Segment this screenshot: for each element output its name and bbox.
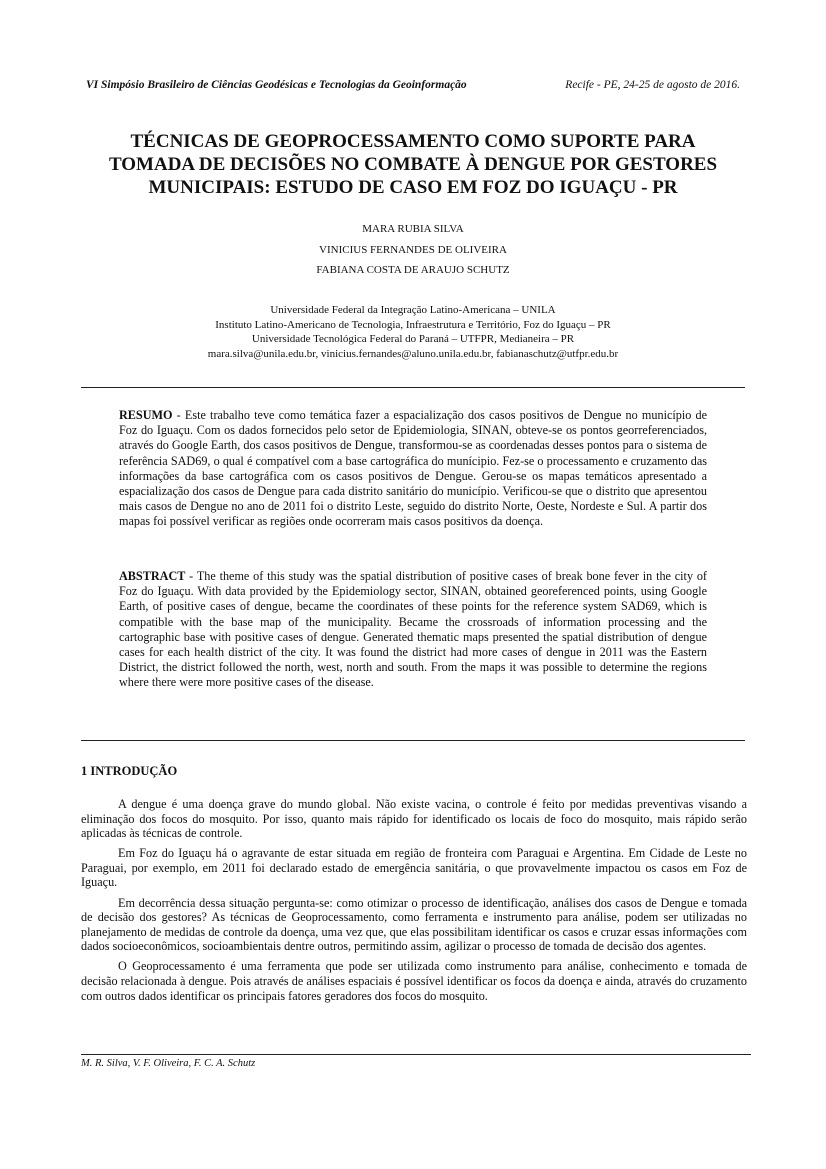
title-line: TÉCNICAS DE GEOPROCESSAMENTO COMO SUPORTE PARA	[130, 131, 696, 152]
title-line: TOMADA DE DECISÕES NO COMBATE À DENGUE POR GESTORES	[108, 154, 718, 175]
author-name: MARA RUBIA SILVA	[362, 223, 464, 235]
affiliations	[86, 303, 740, 361]
body-paragraph: A dengue é uma doença grave do mundo global. Não existe vacina, o controle é feito por medidas preventivas visando a eliminação dos focos do mosquito. Por isso, quanto mais rápido for identificado os locais de foco do mosquito, mais rápido serão aplicadas às técnicas de controle.	[81, 797, 747, 841]
affiliation-line: Universidade Tecnológica Federal do Paraná – UTFPR, Medianeira – PR	[251, 333, 575, 346]
footer-divider	[81, 1054, 751, 1055]
body-paragraph: Em decorrência dessa situação pergunta-se: como otimizar o processo de identificação, análises dos casos de Dengue e tomada de decisão dos gestores? As técnicas de Geoprocessamento, como ferramenta e instrumento para análise, podem ser utilizadas no planejamento de medidas de controle da doença, uma vez que, que elas possibilitam identificar os casos e cruzar essas informações com dados socioeconômicos, socioambientais dentre outros, permitindo assim, agilizar o processo de tomada de decisão dos agentes.	[81, 895, 747, 954]
abstract-keyword: ABSTRACT	[119, 569, 186, 583]
body-paragraph: Em Foz do Iguaçu há o agravante de estar situada em região de fronteira com Paraguai e Argentina. Em Cidade de Leste no Paraguai, por exemplo, em 2011 foi declarado estado de emergência sanitária, o que provavelmente impactou os casos em Foz de Iguaçu.	[81, 846, 747, 890]
resumo-text: - Este trabalho teve como temática fazer a espacialização dos casos positivos de Dengue no município de Foz do Iguaçu. Com os dados fornecidos pelo setor de Epidemiologia, SINAN, obteve-se os pontos georreferenciados, através do Google Earth, dos casos positivos de Dengue, transformou-se as coordenadas desses pontos para o sistema de referência SAD69, o qual é compatível com a base cartográfica do munícipio. Fez-se o processamento e cruzamento das informações da base cartográfica com os casos positivos de Dengue. Gerou-se os mapas temáticos apresentado a espacialização dos casos de Dengue para cada distrito sanitário do município. Verificou-se que o distrito que apresentou mais casos de Dengue no ano de 2011 foi o distrito Leste, seguido do distrito Norte, Oeste, Nordeste e Sul. A partir dos mapas foi possível verificar as regiões onde ocorreram mais casos positivos da doença.	[119, 408, 707, 529]
conference-date: Recife - PE, 24-25 de agosto de 2016.	[565, 79, 740, 91]
author-emails: mara.silva@unila.edu.br, vinicius.fernandes@aluno.unila.edu.br, fabianaschutz@utfpr.edu.br	[207, 347, 619, 360]
footer-authors: M. R. Silva, V. F. Oliveira, F. C. A. Schutz	[81, 1058, 256, 1069]
conference-name: VI Simpósio Brasileiro de Ciências Geodésicas e Tecnologias da Geoinformação	[86, 79, 467, 91]
author-name: VINICIUS FERNANDES DE OLIVEIRA	[319, 243, 507, 256]
resumo-block	[119, 408, 707, 530]
body-paragraph: O Geoprocessamento é uma ferramenta que pode ser utilizada como instrumento para análise, conhecimento e tomada de decisão relacionada à dengue. Pois através de análises espaciais é possível identificar os focos da doença e ainda, através do cruzamento com outros dados identificar os principais fatores geradores dos focos do mosquito.	[81, 959, 747, 1003]
running-header	[86, 79, 740, 91]
section-heading: 1 INTRODUÇÃO	[81, 764, 178, 778]
affiliation-line: Instituto Latino-Americano de Tecnologia, Infraestrutura e Território, Foz do Iguaçu – PR	[215, 318, 611, 331]
affiliation-line: Universidade Federal da Integração Latino-Americana – UNILA	[270, 304, 556, 316]
title-line: MUNICIPAIS: ESTUDO DE CASO EM FOZ DO IGUAÇU - PR	[148, 177, 678, 198]
resumo-keyword: RESUMO	[119, 408, 173, 422]
introduction-body	[81, 797, 747, 1009]
author-name: FABIANA COSTA DE ARAUJO SCHUTZ	[316, 264, 510, 276]
divider-bottom	[81, 740, 745, 741]
author-list	[86, 219, 740, 281]
abstract-block	[119, 569, 707, 691]
paper-title	[86, 130, 740, 199]
abstract-text: - The theme of this study was the spatial distribution of positive cases of break bone fever in the city of Foz do Iguaçu. With data provided by the Epidemiology sector, SINAN, obtained georeferenced points, using Google Earth, of positive cases of dengue, became the coordinates of these points for the reference system SAD69, which is compatible with the base map of the municipality. Became the crossroads of information processing and the cartographic base with positive cases of dengue. Generated thematic maps presented the spatial distribution of dengue cases for each health district of the city. It was found the district had more cases of dengue in 2011 was the Eastern District, the district followed the north, west, north and south. From the maps it was possible to determine the regions where there were more positive cases of the disease.	[119, 569, 707, 690]
divider-top	[81, 387, 745, 388]
